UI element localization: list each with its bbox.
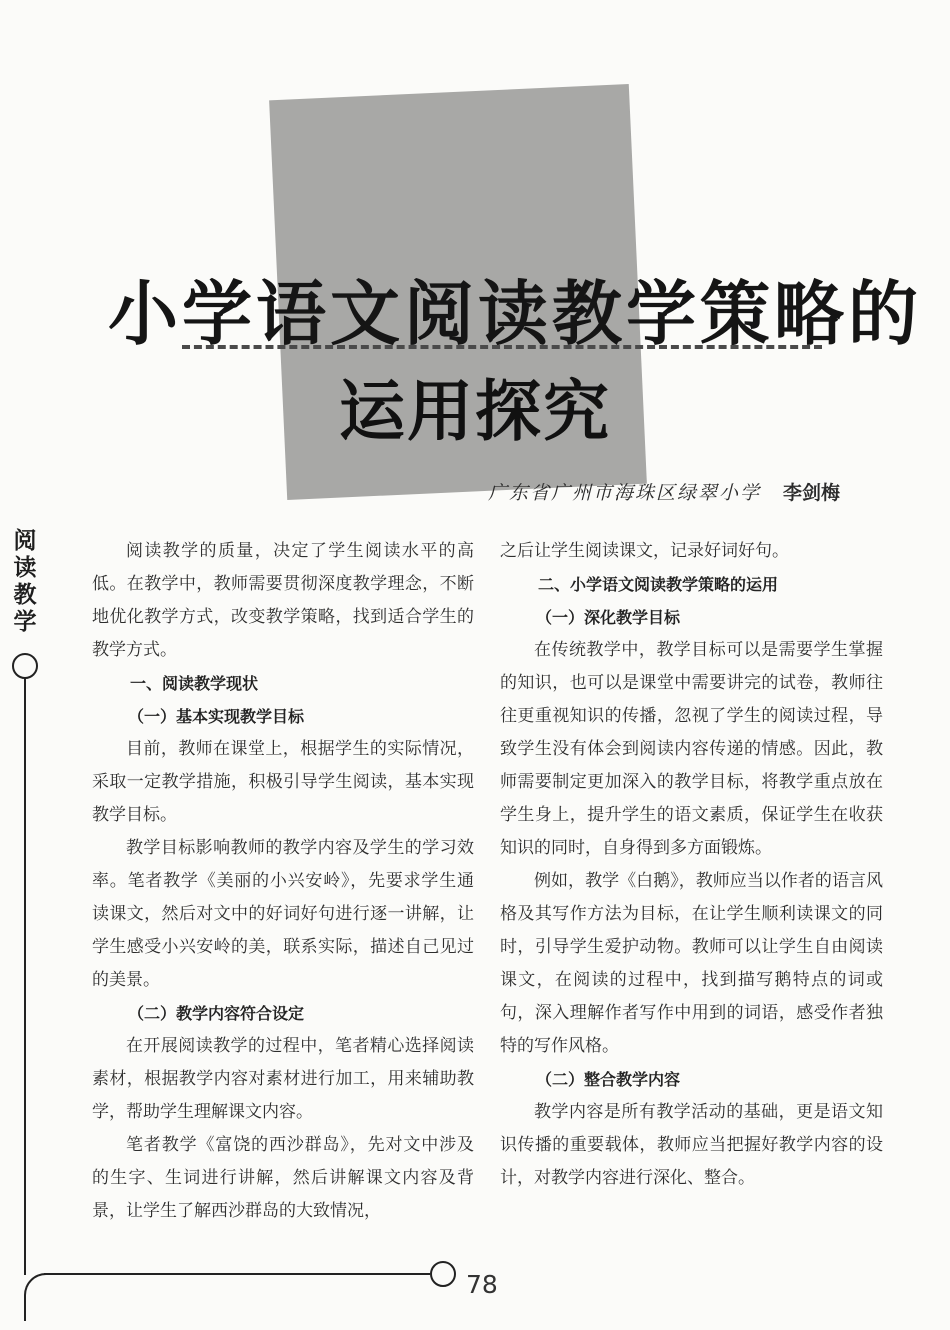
intro-paragraph: 阅读教学的质量，决定了学生阅读水平的高低。在教学中，教师需要贯彻深度教学理念，不断地优化教学方式，改变教学策略，找到适合学生的教学方式。 xyxy=(92,541,474,660)
section-heading-1: 一、阅读教学现状 xyxy=(130,674,259,693)
right-column xyxy=(500,535,883,1195)
side-rule xyxy=(24,677,26,1275)
paragraph: 笔者教学《富饶的西沙群岛》，先对文中涉及的生字、生词进行讲解，然后讲解课文内容及背景，让学生了解西沙群岛的大致情况， xyxy=(92,1135,474,1221)
page-circle-ornament xyxy=(430,1261,456,1287)
title-divider xyxy=(182,345,822,349)
left-column xyxy=(92,535,474,1228)
article-title-line1: 小学语文阅读教学策略的 xyxy=(108,273,922,355)
article-title-line2: 运用探究 xyxy=(339,373,611,450)
subsection-heading-2-1: （一）深化教学目标 xyxy=(536,608,681,627)
paragraph: 教学目标影响教师的教学内容及学生的学习效率。笔者教学《美丽的小兴安岭》，先要求学生通读课文，然后对文中的好词好句进行逐一讲解，让学生感受小兴安岭的美，联系实际，描述自己见过的美景。 xyxy=(92,838,474,990)
corner-curve-ornament xyxy=(24,1273,48,1321)
paragraph: 例如，教学《白鹅》，教师应当以作者的语言风格及其写作方法为目标，在让学生顺利读课文的同时，引导学生爱护动物。教师可以让学生自由阅读课文，在阅读的过程中，找到描写鹅特点的词或句，深入理解作者写作中用到的词语，感受作者独特的写作风格。 xyxy=(500,871,883,1056)
author-name: 李剑梅 xyxy=(782,482,840,504)
continued-paragraph: 之后让学生阅读课文，记录好词好句。 xyxy=(500,541,789,561)
paragraph: 在传统教学中，教学目标可以是需要学生掌握的知识，也可以是课堂中需要讲完的试卷，教师往往更重视知识的传播，忽视了学生的阅读过程，导致学生没有体会到阅读内容传递的情感。因此，教师需要制定更加深入的教学目标，将教学重点放在学生身上，提升学生的语文素质，保证学生在收获知识的同时，自身得到多方面锻炼。 xyxy=(500,640,883,858)
subsection-heading-1-1: （一）基本实现教学目标 xyxy=(128,707,305,726)
author-affiliation: 广东省广州市海珠区绿翠小学 xyxy=(487,482,761,504)
paragraph: 在开展阅读教学的过程中，笔者精心选择阅读素材，根据教学内容对素材进行加工，用来辅助教学，帮助学生理解课文内容。 xyxy=(92,1036,474,1122)
subsection-heading-2-2: （二）整合教学内容 xyxy=(536,1070,681,1089)
bottom-rule xyxy=(44,1273,430,1275)
section-heading-2: 二、小学语文阅读教学策略的运用 xyxy=(538,575,779,594)
byline xyxy=(488,478,840,505)
section-label: 阅读教学 xyxy=(13,528,37,635)
paragraph: 教学内容是所有教学活动的基础，更是语文知识传播的重要载体，教师应当把握好教学内容的设计，对教学内容进行深化、整合。 xyxy=(500,1102,883,1188)
page-number: 78 xyxy=(466,1270,498,1299)
subsection-heading-1-2: （二）教学内容符合设定 xyxy=(128,1004,305,1023)
side-circle-ornament xyxy=(12,653,38,679)
paragraph: 目前，教师在课堂上，根据学生的实际情况，采取一定教学措施，积极引导学生阅读，基本实现教学目标。 xyxy=(92,739,474,825)
